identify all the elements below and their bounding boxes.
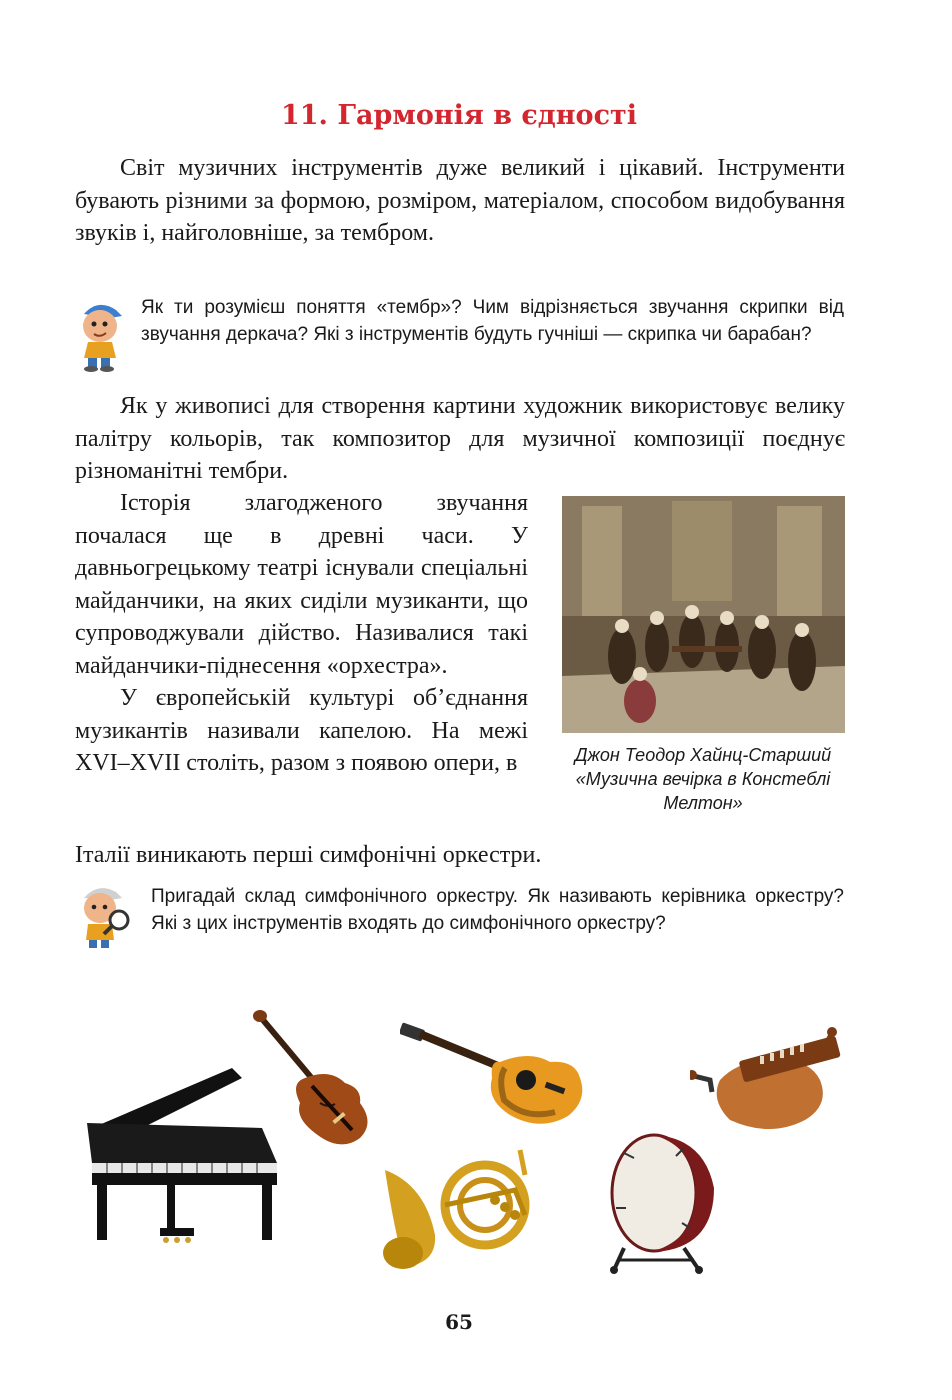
page-title: 11. Гармонія в єдності <box>280 100 637 131</box>
paragraph-4-end <box>75 839 845 872</box>
bass-drum-icon <box>604 1128 720 1274</box>
question-2: Пригадай склад симфонічного оркестру. Як називають керівника оркестру? Які з цих інструментів входять до симфонічного оркестру? <box>151 886 844 934</box>
painting-caption: Джон Теодор Хайнц-Старший «Музична вечірка в Констеблі Мелтон» <box>574 745 832 813</box>
paragraph-3-text: Історія злагодженого звучання почалася ще в древні часи. У давньогрецькому театрі існували спеціальні майданчики, на яких сиділи музиканти, що супроводжували дійство. Називалися такі майданчики-піднесення «орхестра». <box>75 490 528 679</box>
paragraph-2-text: Як у живописі для створення картини художник використовує велику палітру кольорів, так композитор для музичної композиції поєднує різноманітні тембри. <box>75 393 845 484</box>
painting-image <box>562 496 845 733</box>
paragraph-4-text: У європейській культурі об’єднання музикантів називали капелою. На межі XVI–XVII століть, разом з появою опери, в <box>75 685 528 776</box>
question-1: Як ти розумієш поняття «тембр»? Чим відрізняється звучання скрипки від звучання деркача? Які з інструментів будуть гучніші — скрипка чи барабан? <box>141 297 844 345</box>
paragraph-2 <box>75 390 845 488</box>
paragraph-3 <box>75 487 528 780</box>
violin-icon <box>250 1008 378 1156</box>
hurdy-gurdy-icon <box>690 1020 846 1132</box>
boy-thinking-icon <box>70 296 128 372</box>
intro-paragraph <box>75 152 845 250</box>
boy-magnifier-icon <box>72 880 134 952</box>
piano-icon <box>82 1068 278 1248</box>
guitar-icon <box>400 1020 586 1130</box>
french-horn-icon <box>375 1145 555 1275</box>
page-number: 65 <box>445 1310 473 1334</box>
intro-text: Світ музичних інструментів дуже великий і цікавий. Інструменти бувають різними за формою, розміром, матеріалом, способом видобування звуків і, найголовніше, за тембром. <box>75 155 845 246</box>
paragraph-4-end-text: Італії виникають перші симфонічні оркестри. <box>75 842 542 868</box>
